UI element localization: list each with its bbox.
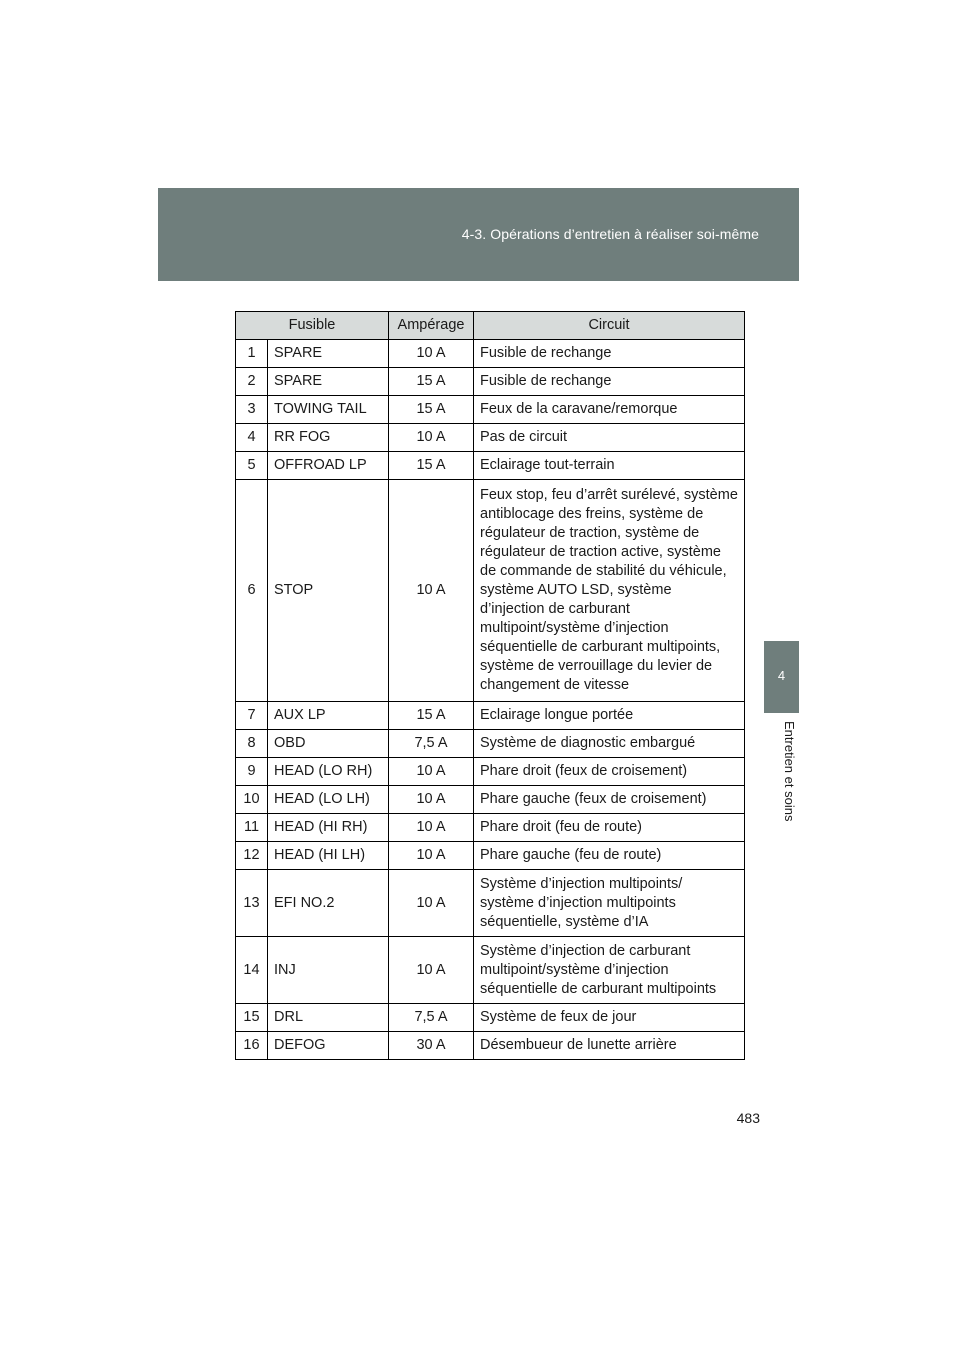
fuse-name: HEAD (HI LH) [268, 842, 389, 870]
fuse-amperage: 10 A [389, 842, 474, 870]
fuse-circuit: Fusible de rechange [474, 340, 745, 368]
fuse-circuit: Feux de la caravane/remorque [474, 396, 745, 424]
fuse-circuit: Eclairage longue portée [474, 702, 745, 730]
fuse-amperage: 10 A [389, 758, 474, 786]
fuse-amperage: 10 A [389, 786, 474, 814]
fuse-amperage: 30 A [389, 1032, 474, 1060]
fuse-number: 15 [236, 1004, 268, 1032]
fuse-number: 2 [236, 368, 268, 396]
fuse-name: STOP [268, 480, 389, 702]
table-row [236, 424, 745, 452]
chapter-number: 4 [777, 668, 786, 683]
fuse-amperage: 15 A [389, 368, 474, 396]
fuse-number: 14 [236, 937, 268, 1004]
fuse-number: 6 [236, 480, 268, 702]
table-row [236, 730, 745, 758]
fuse-number: 16 [236, 1032, 268, 1060]
fuse-circuit: Fusible de rechange [474, 368, 745, 396]
fuse-circuit: Système d’injection de carburant multipoint/système d’injection séquentielle de carburant multipoints [474, 937, 745, 1004]
fuse-number: 9 [236, 758, 268, 786]
fuse-name: HEAD (HI RH) [268, 814, 389, 842]
chapter-side-tab [764, 281, 799, 1358]
fuse-name: AUX LP [268, 702, 389, 730]
header-circuit: Circuit [474, 312, 745, 340]
fuse-number: 4 [236, 424, 268, 452]
fuse-amperage: 10 A [389, 340, 474, 368]
fuse-circuit: Phare gauche (feux de croisement) [474, 786, 745, 814]
table-row [236, 870, 745, 937]
fuse-amperage: 7,5 A [389, 1004, 474, 1032]
fuse-circuit: Pas de circuit [474, 424, 745, 452]
fuse-amperage: 15 A [389, 452, 474, 480]
table-row [236, 937, 745, 1004]
fuse-number: 11 [236, 814, 268, 842]
fuse-amperage: 10 A [389, 480, 474, 702]
table-row [236, 1004, 745, 1032]
fuse-name: EFI NO.2 [268, 870, 389, 937]
fuse-number: 1 [236, 340, 268, 368]
table-row [236, 1032, 745, 1060]
table-row [236, 786, 745, 814]
fuse-amperage: 10 A [389, 424, 474, 452]
fuse-name: RR FOG [268, 424, 389, 452]
fuse-name: HEAD (LO LH) [268, 786, 389, 814]
fuse-number: 5 [236, 452, 268, 480]
chapter-number-box [764, 641, 799, 713]
fuse-number: 10 [236, 786, 268, 814]
fuse-name: TOWING TAIL [268, 396, 389, 424]
fuse-name: DRL [268, 1004, 389, 1032]
fuse-amperage: 7,5 A [389, 730, 474, 758]
table-row [236, 452, 745, 480]
fuse-amperage: 10 A [389, 870, 474, 937]
table-row [236, 702, 745, 730]
fuse-number: 7 [236, 702, 268, 730]
table-row [236, 758, 745, 786]
section-title: 4-3. Opérations d’entretien à réaliser soi-même [461, 226, 759, 242]
fuse-amperage: 15 A [389, 396, 474, 424]
table-row [236, 340, 745, 368]
fuse-name: SPARE [268, 368, 389, 396]
section-header [158, 188, 799, 281]
fuse-name: DEFOG [268, 1032, 389, 1060]
page-number: 483 [736, 1110, 760, 1126]
table-row [236, 814, 745, 842]
fuse-table [235, 311, 745, 1060]
fuse-circuit: Système d’injection multipoints/ système d’injection multipoints séquentielle, système d’IA [474, 870, 745, 937]
fuse-name: OFFROAD LP [268, 452, 389, 480]
table-row [236, 480, 745, 702]
fuse-number: 12 [236, 842, 268, 870]
fuse-circuit: Désembueur de lunette arrière [474, 1032, 745, 1060]
fuse-circuit: Phare gauche (feu de route) [474, 842, 745, 870]
fuse-circuit: Système de feux de jour [474, 1004, 745, 1032]
table-row [236, 396, 745, 424]
fuse-name: SPARE [268, 340, 389, 368]
fuse-amperage: 10 A [389, 814, 474, 842]
header-amperage: Ampérage [389, 312, 474, 340]
header-fusible: Fusible [236, 312, 389, 340]
table-header-row [236, 312, 745, 340]
fuse-number: 8 [236, 730, 268, 758]
table-row [236, 368, 745, 396]
fuse-circuit: Phare droit (feux de croisement) [474, 758, 745, 786]
fuse-amperage: 15 A [389, 702, 474, 730]
fuse-number: 3 [236, 396, 268, 424]
fuse-circuit: Système de diagnostic embargué [474, 730, 745, 758]
fuse-circuit: Phare droit (feu de route) [474, 814, 745, 842]
fuse-name: HEAD (LO RH) [268, 758, 389, 786]
fuse-number: 13 [236, 870, 268, 937]
fuse-name: OBD [268, 730, 389, 758]
chapter-label: Entretien et soins [782, 721, 797, 822]
fuse-name: INJ [268, 937, 389, 1004]
fuse-amperage: 10 A [389, 937, 474, 1004]
fuse-circuit: Eclairage tout-terrain [474, 452, 745, 480]
fuse-circuit: Feux stop, feu d’arrêt surélevé, système antiblocage des freins, système de régulateur de traction, système de régulateur de traction active, système de commande de stabilité du véhicule, système AUTO LSD, système d’injection de carburant multipoint/système d’injection séquentielle de carburant multipoints, système de verrouillage du levier de changement de vitesse [474, 480, 745, 702]
table-row [236, 842, 745, 870]
